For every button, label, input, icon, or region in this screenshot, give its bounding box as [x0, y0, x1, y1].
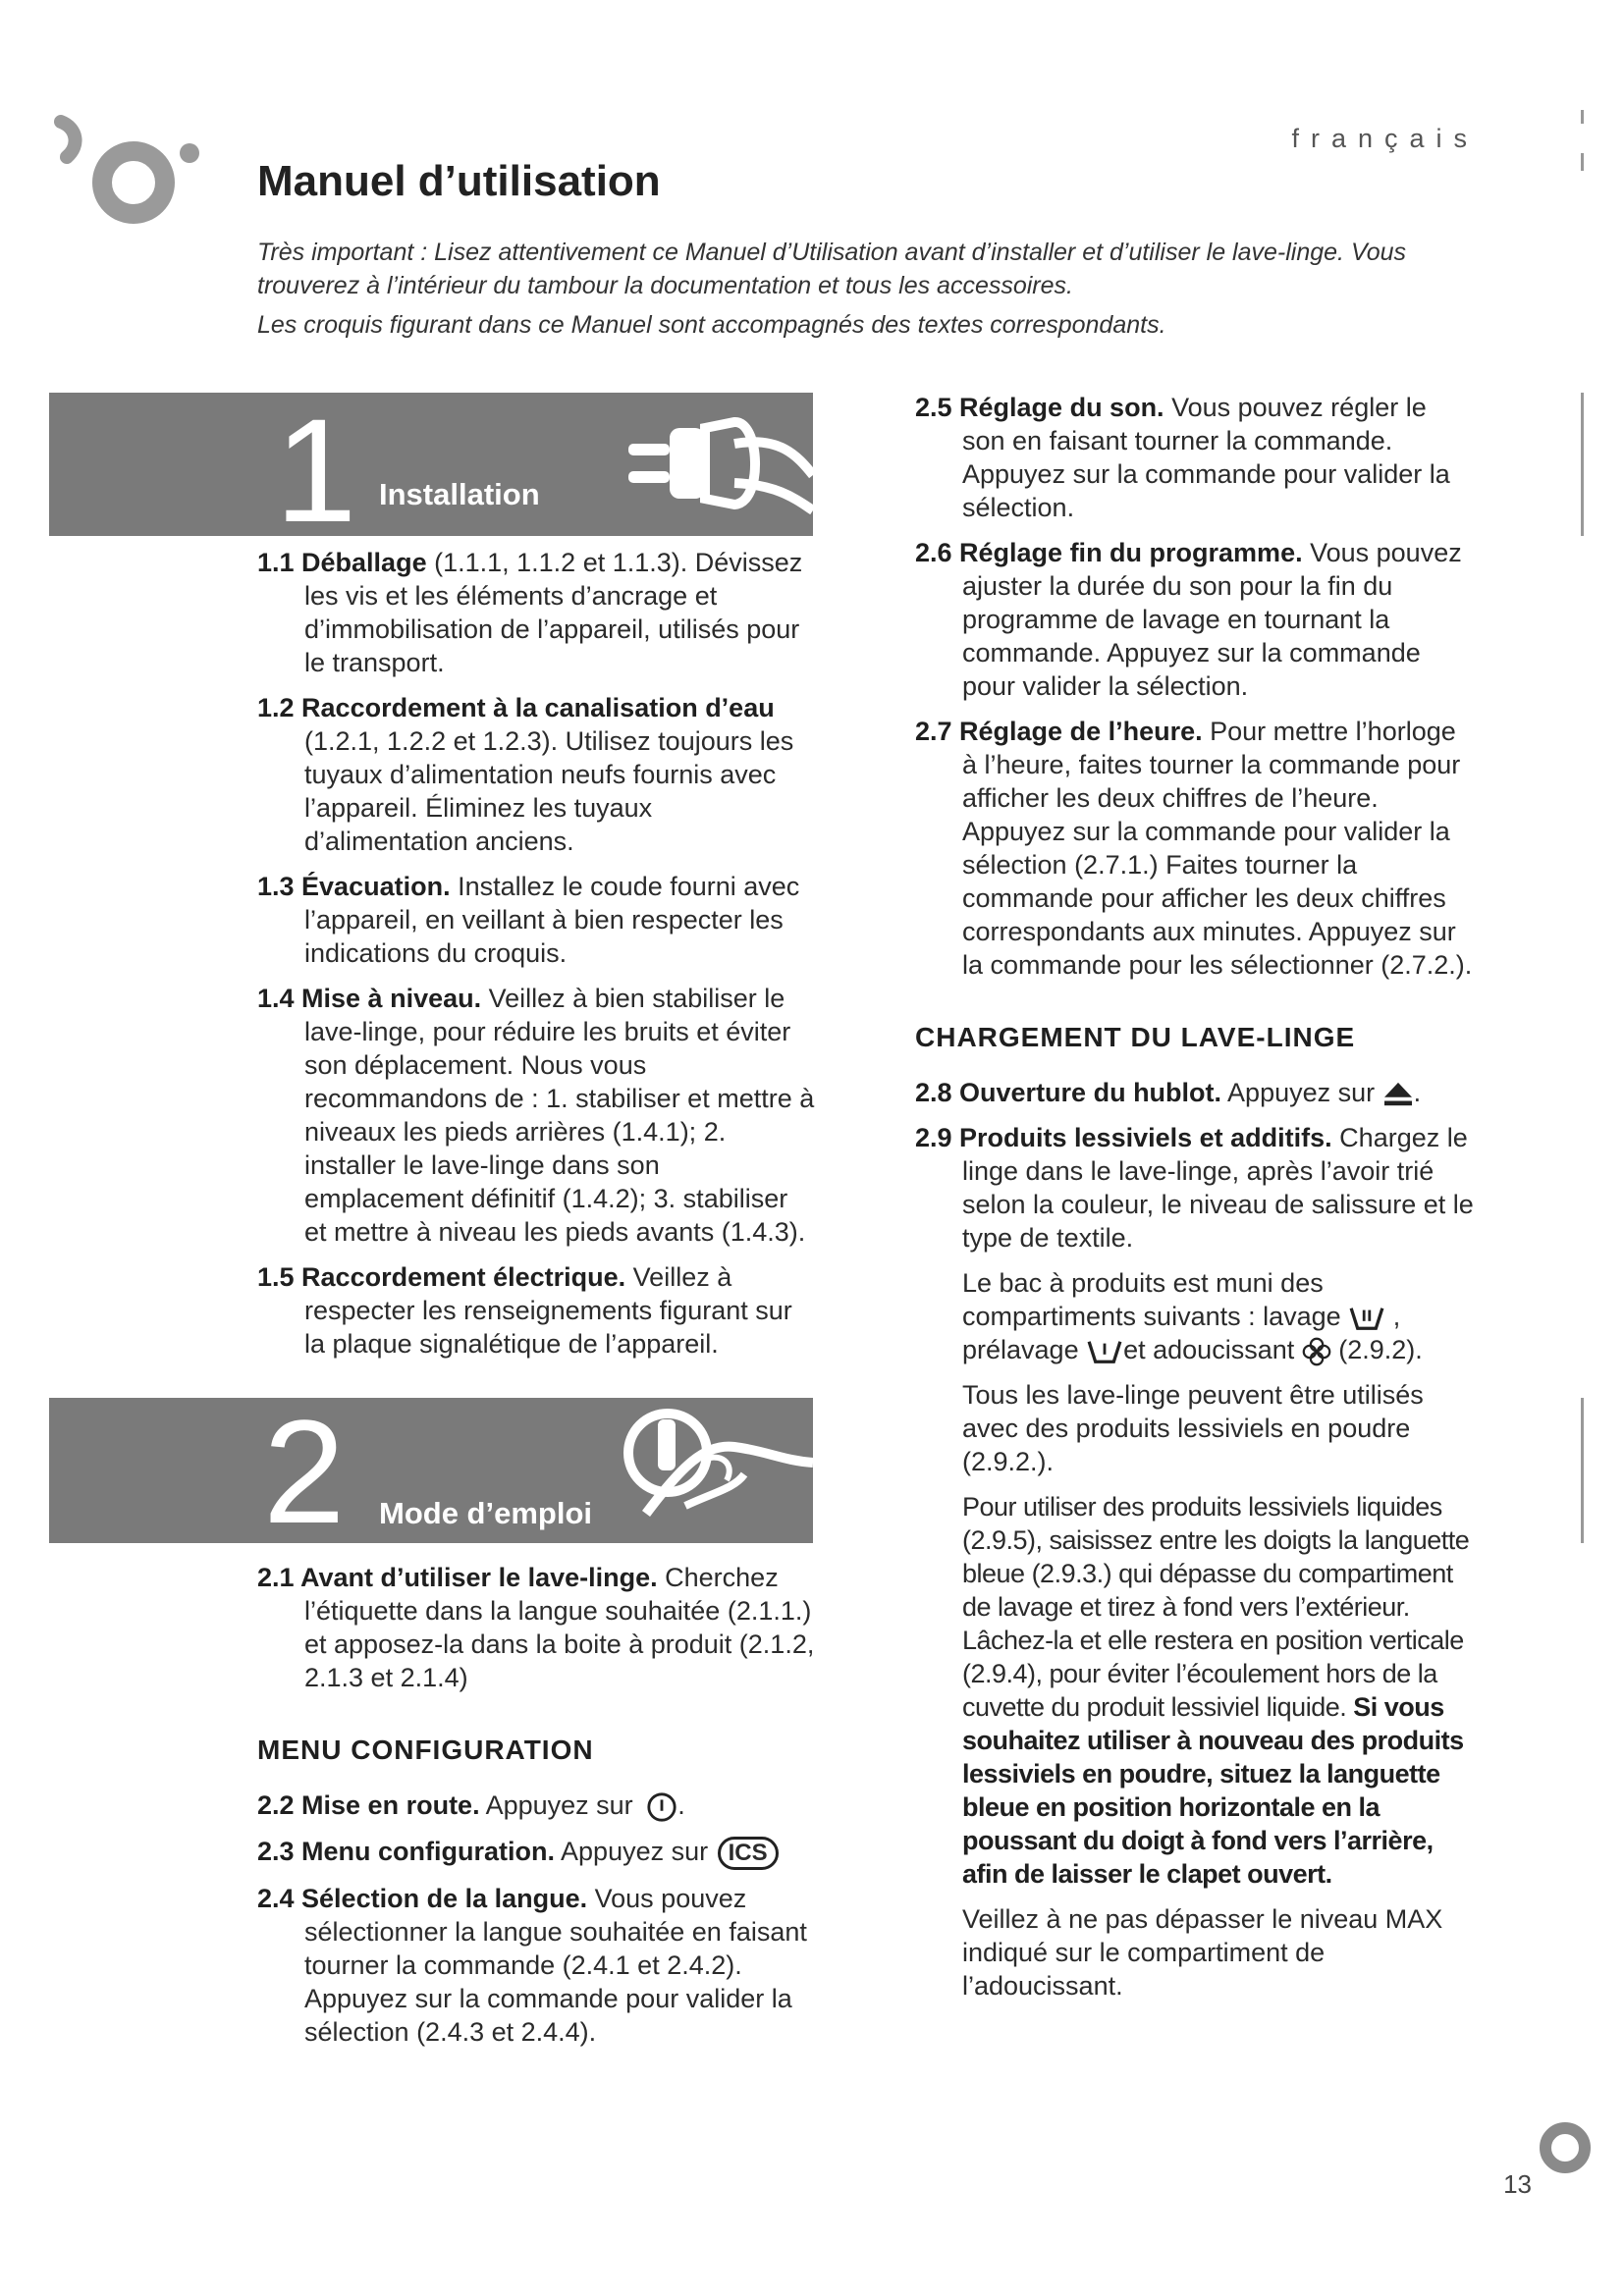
margin-rule-top	[1581, 110, 1584, 124]
item-2-4-text: Vous pouvez sélectionner la langue souhaitée en faisant tourner la commande (2.4.1 et 2.4.2). Appuyez sur la commande pour valider la sélection (2.4.3 et 2.4.4).	[304, 1883, 807, 2047]
item-2-7-text: Pour mettre l’horloge à l’heure, faites tourner la commande pour afficher les deux chiffres de l’heure. Appuyez sur la commande pour valider la sélection (2.7.1.) Faites tourner la commande pour afficher les deux chiffres correspondants aux minutes. Appuyez sur la commande pour les sélectionner (2.7.2.).	[962, 717, 1473, 980]
section-1-banner	[49, 393, 813, 536]
language-label: français	[1291, 124, 1479, 153]
item-1-2	[257, 691, 817, 858]
margin-rule-top-2	[1581, 153, 1584, 171]
item-2-9	[915, 1121, 1475, 1255]
item-1-3	[257, 870, 817, 970]
softener-flower-icon	[1302, 1337, 1331, 1366]
item-2-2	[257, 1789, 817, 1823]
plug-icon	[587, 393, 813, 536]
paragraph-liquide	[962, 1490, 1475, 1891]
paragraph-poudre: Tous les lave-linge peuvent être utilisés avec des produits lessiviels en poudre (2.9.2.).	[962, 1380, 1424, 1476]
section-2-left-body	[257, 1561, 817, 2060]
item-1-4-text: Veillez à bien stabiliser le lave-linge, pour réduire les bruits et éviter son déplacement. Nous vous recommandons de : 1. stabiliser et mettre à niveaux les pieds arrières (1.4.1); 2. installer le lave-linge dans son emplacement définitif (1.4.2); 3. stabiliser et mettre à niveau les pieds avants (1.4.3).	[304, 984, 815, 1247]
corner-ring-icon	[1536, 2110, 1591, 2177]
menu-configuration-heading: MENU CONFIGURATION	[257, 1735, 594, 1765]
paragraph-max: Veillez à ne pas dépasser le niveau MAX indiqué sur le compartiment de l’adoucissant.	[962, 1904, 1443, 2001]
item-1-5-head: 1.5 Raccordement électrique.	[257, 1262, 626, 1292]
item-2-9-head: 2.9 Produits lessiviels et additifs.	[915, 1123, 1332, 1152]
page-title: Manuel d’utilisation	[257, 157, 661, 205]
item-2-8-after: .	[1413, 1078, 1422, 1107]
item-2-8-text: Appuyez sur	[1221, 1078, 1376, 1107]
item-2-8	[915, 1076, 1475, 1109]
item-2-5	[915, 391, 1475, 524]
section-2-number: 2	[263, 1398, 346, 1543]
bac-text-2: ,	[1385, 1302, 1401, 1331]
item-2-5-text: Vous pouvez régler le son en faisant tourner la commande. Appuyez sur la commande pour valider la sélection.	[962, 393, 1450, 522]
item-2-3-head: 2.3 Menu configuration.	[257, 1836, 556, 1866]
item-2-2-after: .	[677, 1790, 685, 1820]
item-1-3-text: Installez le coude fourni avec l’appareil, en veillant à bien respecter les indications du croquis.	[304, 872, 800, 968]
item-2-5-head: 2.5 Réglage du son.	[915, 393, 1164, 422]
paragraph-bac	[962, 1266, 1475, 1366]
margin-rule-low	[1581, 1398, 1584, 1543]
item-1-1-text: (1.1.1, 1.1.2 et 1.1.3). Dévissez les vis et les éléments d’ancrage et d’immobilisation de l’appareil, utilisés pour le transport.	[304, 548, 803, 677]
intro-paragraph-2: Les croquis figurant dans ce Manuel sont accompagnés des textes correspondants.	[257, 311, 1166, 339]
dial-hand-icon	[587, 1398, 813, 1543]
intro-text	[257, 236, 1485, 347]
item-1-4	[257, 982, 817, 1249]
bac-text-5: (2.9.2).	[1330, 1335, 1423, 1364]
item-2-1-text: Cherchez l’étiquette dans la langue souhaitée (2.1.1.) et apposez-la dans la boite à produit (2.1.2, 2.1.3 et 2.1.4)	[304, 1563, 815, 1692]
liquide-bold-text: Si vous souhaitez utiliser à nouveau des produits lessiviels en poudre, situez la languette bleue en position horizontale en la poussant du doigt à fond vers l’arrière, afin de laisser le clapet ouvert.	[962, 1692, 1464, 1889]
margin-rule-mid	[1581, 393, 1584, 536]
page-number: 13	[1503, 2169, 1532, 2199]
item-2-3	[257, 1835, 817, 1870]
item-2-1-head: 2.1 Avant d’utiliser le lave-linge.	[257, 1563, 658, 1592]
item-1-5-text: Veillez à respecter les renseignements figurant sur la plaque signalétique de l’appareil.	[304, 1262, 792, 1359]
item-1-2-text: (1.2.1, 1.2.2 et 1.2.3). Utilisez toujours les tuyaux d’alimentation neufs fournis avec l’appareil. Éliminez les tuyaux d’alimentation anciens.	[304, 726, 794, 856]
wash-compartment-icon	[1348, 1305, 1385, 1332]
bac-text-1: Le bac à produits est muni des compartiments suivants : lavage	[962, 1268, 1341, 1331]
item-2-1	[257, 1561, 817, 1694]
power-icon	[646, 1791, 677, 1823]
right-column-body	[915, 391, 1475, 2014]
item-2-2-head: 2.2 Mise en route.	[257, 1790, 480, 1820]
item-2-7	[915, 715, 1475, 982]
section-2-label: Mode d’emploi	[379, 1496, 592, 1530]
eject-icon	[1382, 1081, 1414, 1108]
intro-paragraph-1: Très important : Lisez attentivement ce Manuel d’Utilisation avant d’installer et d’utiliser le lave-linge. Vous trouverez à l’intérieur du tambour la documentation et tous les accessoires.	[257, 239, 1406, 299]
item-2-6-text: Vous pouvez ajuster la durée du son pour la fin du programme de lavage en tournant la commande. Appuyez sur la commande pour valider la sélection.	[962, 538, 1462, 701]
section-1-body	[257, 546, 817, 1372]
ics-icon: ICS	[718, 1837, 779, 1870]
chargement-heading: CHARGEMENT DU LAVE-LINGE	[915, 1022, 1356, 1052]
item-1-4-head: 1.4 Mise à niveau.	[257, 984, 482, 1013]
item-2-8-head: 2.8 Ouverture du hublot.	[915, 1078, 1222, 1107]
bac-text-3: prélavage	[962, 1335, 1079, 1364]
item-2-4	[257, 1882, 817, 2049]
item-1-1	[257, 546, 817, 679]
liquide-text: Pour utiliser des produits lessiviels liquides (2.9.5), saisissez entre les doigts la languette bleue (2.9.3.) qui dépasse du compartiment de lavage et tirez à fond vers l’extérieur. Lâchez-la et elle restera en position verticale (2.9.4), pour éviter l’écoulement hors de la cuvette du produit lessiviel liquide.	[962, 1492, 1470, 1722]
item-2-6	[915, 536, 1475, 703]
bac-text-4: et adoucissant	[1123, 1335, 1295, 1364]
item-2-7-head: 2.7 Réglage de l’heure.	[915, 717, 1203, 746]
item-1-5	[257, 1260, 817, 1361]
item-2-2-text: Appuyez sur	[479, 1790, 633, 1820]
item-2-6-head: 2.6 Réglage fin du programme.	[915, 538, 1303, 567]
item-1-1-head: 1.1 Déballage	[257, 548, 427, 577]
section-2-banner	[49, 1398, 813, 1543]
brand-logo	[47, 106, 214, 243]
item-2-9-text: Chargez le linge dans le lave-linge, après l’avoir trié selon la couleur, le niveau de salissure et le type de textile.	[962, 1123, 1474, 1253]
prewash-compartment-icon	[1086, 1338, 1123, 1365]
item-1-3-head: 1.3 Évacuation.	[257, 872, 451, 901]
item-2-3-text: Appuyez sur	[555, 1836, 709, 1866]
section-1-label: Installation	[379, 477, 540, 511]
item-2-4-head: 2.4 Sélection de la langue.	[257, 1883, 588, 1913]
section-1-number: 1	[275, 393, 357, 536]
item-1-2-head: 1.2 Raccordement à la canalisation d’eau	[257, 693, 775, 722]
